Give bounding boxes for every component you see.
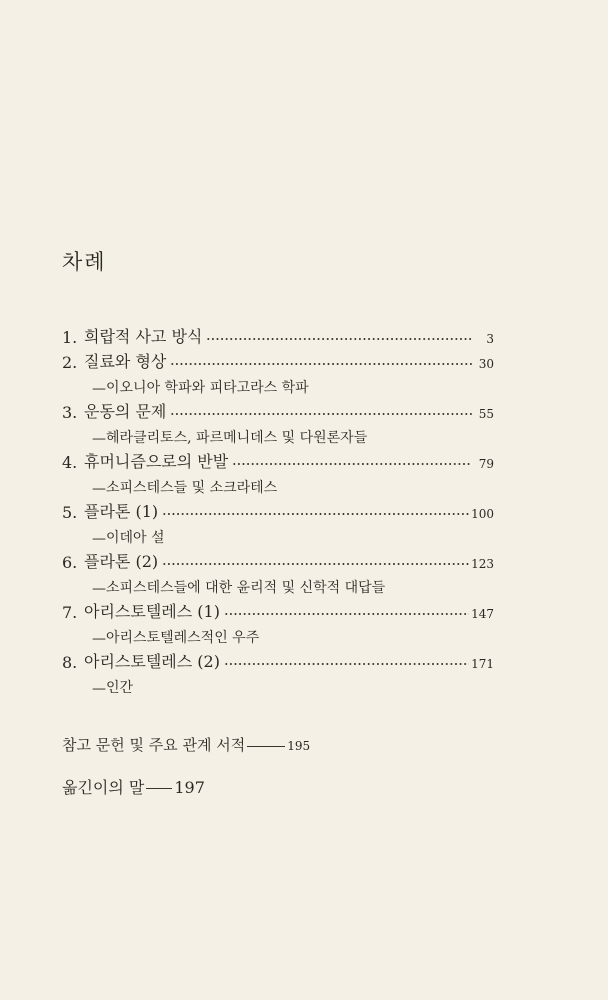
references-entry [62, 734, 310, 755]
entry-subtitle: — 아리스토텔레스적인 우주 [62, 622, 494, 647]
page-title: 차례 [62, 250, 107, 274]
entry-number: 5. [62, 503, 78, 522]
leader-dots [162, 511, 469, 517]
leader-dots [224, 611, 469, 617]
table-of-contents [62, 322, 494, 697]
entry-number: 7. [62, 603, 78, 622]
entry-page: 147 [471, 607, 494, 621]
entry-number: 8. [62, 653, 78, 672]
entry-subtitle: — 헤라클리토스, 파르메니데스 및 다원론자들 [62, 422, 494, 447]
toc-entry [62, 647, 494, 672]
afterword-page: 197 [174, 778, 205, 797]
entry-number: 3. [62, 403, 78, 422]
entry-subtitle: — 인간 [62, 672, 494, 697]
toc-entry [62, 597, 494, 622]
entry-title: 아리스토텔레스 (2) [84, 652, 220, 671]
references-label: 참고 문헌 및 주요 관계 서적 [62, 736, 246, 754]
toc-entry [62, 397, 494, 422]
entry-page: 30 [478, 357, 494, 371]
entry-page: 3 [486, 332, 494, 346]
entry-subtitle-text: 아리스토텔레스적인 우주 [106, 630, 260, 646]
entry-title: 운동의 문제 [84, 402, 167, 421]
entry-subtitle-text: 이오니아 학파와 피타고라스 학파 [106, 380, 309, 396]
leader-dots [232, 461, 472, 467]
entry-subtitle: — 이데아 설 [62, 522, 494, 547]
entry-subtitle-text: 소피스테스들에 대한 윤리적 및 신학적 대답들 [106, 580, 386, 596]
toc-entry [62, 322, 494, 347]
references-page: 195 [287, 739, 311, 753]
entry-subtitle: — 이오니아 학파와 피타고라스 학파 [62, 372, 494, 397]
entry-title: 질료와 형상 [84, 352, 167, 371]
dash-separator [146, 788, 172, 789]
dash-separator [247, 746, 285, 747]
entry-number: 1. [62, 328, 78, 347]
toc-entry [62, 547, 494, 572]
entry-subtitle-text: 소피스테스들 및 소크라테스 [106, 480, 278, 496]
entry-subtitle: — 소피스테스들에 대한 윤리적 및 신학적 대답들 [62, 572, 494, 597]
entry-subtitle-text: 헤라클리토스, 파르메니데스 및 다원론자들 [106, 430, 368, 446]
toc-entry [62, 447, 494, 472]
entry-title: 희랍적 사고 방식 [84, 327, 203, 346]
entry-page: 79 [478, 457, 494, 471]
entry-subtitle: — 소피스테스들 및 소크라테스 [62, 472, 494, 497]
entry-page: 100 [471, 507, 494, 521]
leader-dots [162, 561, 469, 567]
entry-subtitle-text: 인간 [106, 680, 134, 696]
entry-number: 2. [62, 353, 78, 372]
leader-dots [206, 336, 472, 342]
leader-dots [170, 361, 472, 367]
entry-page: 123 [471, 557, 494, 571]
entry-number: 4. [62, 453, 78, 472]
toc-entry [62, 497, 494, 522]
afterword-label: 옮긴이의 말 [62, 778, 145, 797]
toc-entry [62, 347, 494, 372]
entry-number: 6. [62, 553, 78, 572]
afterword-entry [62, 775, 205, 798]
leader-dots [170, 411, 472, 417]
leader-dots [224, 661, 469, 667]
entry-title: 휴머니즘으로의 반발 [84, 452, 229, 471]
entry-title: 플라톤 (2) [84, 552, 159, 571]
entry-page: 55 [478, 407, 494, 421]
entry-title: 플라톤 (1) [84, 502, 159, 521]
entry-page: 171 [471, 657, 494, 671]
entry-subtitle-text: 이데아 설 [106, 530, 165, 546]
entry-title: 아리스토텔레스 (1) [84, 602, 220, 621]
